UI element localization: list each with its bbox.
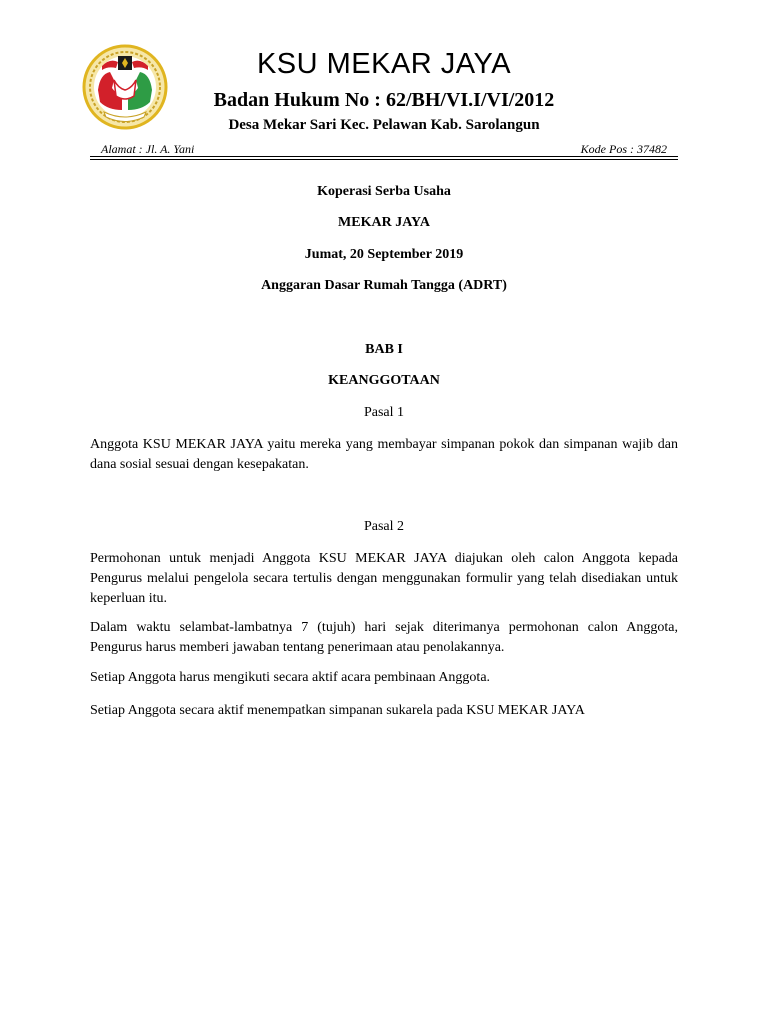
article-paragraph: Setiap Anggota secara aktif menempatkan simpanan sukarela pada KSU MEKAR JAYA — [90, 703, 585, 718]
letterhead-divider-top — [90, 156, 678, 157]
legal-entity-number: Badan Hukum No : 62/BH/VI.I/VI/2012 — [213, 89, 555, 111]
article-paragraph: Setiap Anggota harus mengikuti secara aktif acara pembinaan Anggota. — [90, 670, 491, 685]
village-address: Desa Mekar Sari Kec. Pelawan Kab. Sarolangun — [228, 117, 540, 133]
contact-row — [90, 141, 678, 157]
document-date: Jumat, 20 September 2019 — [304, 247, 464, 262]
article-heading: Pasal 2 — [363, 519, 405, 534]
org-name: KSU MEKAR JAYA — [256, 48, 512, 80]
article-heading: Pasal 1 — [363, 405, 405, 420]
chapter-title: KEANGGOTAAN — [328, 373, 440, 388]
postal-code: Kode Pos : 37482 — [580, 142, 667, 156]
intro-cooperative-name: MEKAR JAYA — [338, 215, 430, 230]
intro-cooperative-type: Koperasi Serba Usaha — [317, 184, 451, 199]
document-title: Anggaran Dasar Rumah Tangga (ADRT) — [261, 278, 507, 293]
street-address: Alamat : Jl. A. Yani — [101, 142, 195, 156]
article-paragraph: Dalam waktu selambat-lambatnya 7 (tujuh) hari sejak diterimanya permohonan calon Anggota, Pengurus harus memberi jawaban tentang penerimaan atau penolakannya. — [90, 620, 678, 655]
article-paragraph: Permohonan untuk menjadi Anggota KSU MEKAR JAYA diajukan oleh calon Anggota kepada Pengurus melalui pengelola secara tertulis dengan menggunakan formulir yang telah disediakan untuk keperluan itu. — [90, 551, 678, 606]
letterhead-divider-bottom — [90, 159, 678, 160]
article-paragraph: Anggota KSU MEKAR JAYA yaitu mereka yang membayar simpanan pokok dan simpanan wajib dan dana sosial sesuai dengan kesepakatan. — [90, 437, 678, 472]
chapter-number: BAB I — [365, 342, 403, 357]
